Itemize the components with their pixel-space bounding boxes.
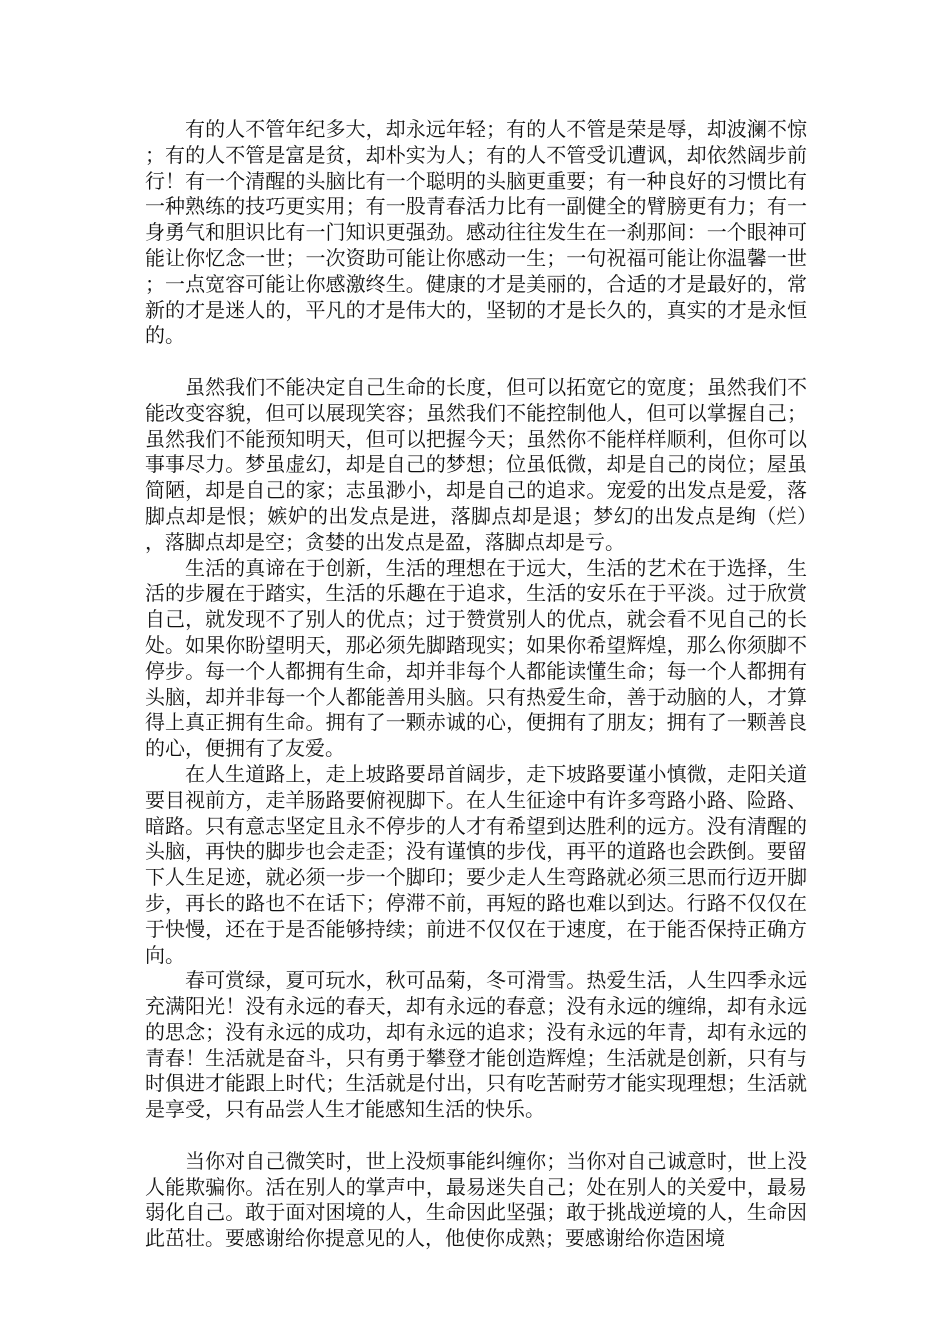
paragraph-spacer bbox=[145, 1123, 807, 1149]
paragraph-5: 春可赏绿，夏可玩水，秋可品菊，冬可滑雪。热爱生活，人生四季永远充满阳光！没有永远的春天，却有永远的春意；没有永远的缠绵，却有永远的思念；没有永远的成功，却有永远的追求；没有永远的年青，却有永远的青春！生活就是奋斗，只有勇于攀登才能创造辉煌；生活就是创新，只有与时俱进才能跟上时代；生活就是付出，只有吃苦耐劳才能实现理想；生活就是享受，只有品尝人生才能感知生活的快乐。 bbox=[145, 968, 807, 1122]
paragraph-4: 在人生道路上，走上坡路要昂首阔步，走下坡路要谨小慎微，走阳关道要目视前方，走羊肠路要俯视脚下。在人生征途中有许多弯路小路、险路、暗路。只有意志坚定且永不停步的人才有希望到达胜利的远方。没有清醒的头脑，再快的脚步也会走歪；没有谨慎的步伐，再平的道路也会跌倒。要留下人生足迹，就必须一步一个脚印；要少走人生弯路就必须三思而行迈开脚步，再长的路也不在话下；停滞不前，再短的路也难以到达。行路不仅仅在于快慢，还在于是否能够持续；前进不仅仅在于速度，在于能否保持正确方向。 bbox=[145, 761, 807, 967]
document-page bbox=[145, 117, 807, 1252]
paragraph-2: 虽然我们不能决定自己生命的长度，但可以拓宽它的宽度；虽然我们不能改变容貌，但可以展现笑容；虽然我们不能控制他人，但可以掌握自己；虽然我们不能预知明天，但可以把握今天；虽然你不能样样顺利，但你可以事事尽力。梦虽虚幻，却是自己的梦想；位虽低微，却是自己的岗位；屋虽简陋，却是自己的家；志虽渺小，却是自己的追求。宠爱的出发点是爱，落脚点却是恨；嫉妒的出发点是进，落脚点却是退；梦幻的出发点是绚（烂），落脚点却是空；贪婪的出发点是盈，落脚点却是亏。 bbox=[145, 374, 807, 554]
paragraph-3: 生活的真谛在于创新，生活的理想在于远大，生活的艺术在于选择，生活的步履在于踏实，生活的乐趣在于追求，生活的安乐在于平淡。过于欣赏自己，就发现不了别人的优点；过于赞赏别人的优点，就会看不见自己的长处。如果你盼望明天，那必须先脚踏现实；如果你希望辉煌，那么你须脚不停步。每一个人都拥有生命，却并非每个人都能读懂生命；每一个人都拥有头脑，却并非每一个人都能善用头脑。只有热爱生命，善于动脑的人，才算得上真正拥有生命。拥有了一颗赤诚的心，便拥有了朋友；拥有了一颗善良的心，便拥有了友爱。 bbox=[145, 555, 807, 761]
paragraph-spacer bbox=[145, 349, 807, 375]
paragraph-1: 有的人不管年纪多大，却永远年轻；有的人不管是荣是辱，却波澜不惊；有的人不管是富是贫，却朴实为人；有的人不管受讥遭讽，却依然阔步前行！有一个清醒的头脑比有一个聪明的头脑更重要；有一种良好的习惯比有一种熟练的技巧更实用；有一股青春活力比有一副健全的臂膀更有力；有一身勇气和胆识比有一门知识更强劲。感动往往发生在一刹那间：一个眼神可能让你忆念一世；一次资助可能让你感动一生；一句祝福可能让你温馨一世；一点宽容可能让你感激终生。健康的才是美丽的，合适的才是最好的，常新的才是迷人的，平凡的才是伟大的，坚韧的才是长久的，真实的才是永恒的。 bbox=[145, 117, 807, 348]
paragraph-6: 当你对自己微笑时，世上没烦事能纠缠你；当你对自己诚意时，世上没人能欺骗你。活在别人的掌声中，最易迷失自己；处在别人的关爱中，最易弱化自己。敢于面对困境的人，生命因此坚强；敢于挑战逆境的人，生命因此茁壮。要感谢给你提意见的人，他使你成熟；要感谢给你造困境 bbox=[145, 1148, 807, 1251]
